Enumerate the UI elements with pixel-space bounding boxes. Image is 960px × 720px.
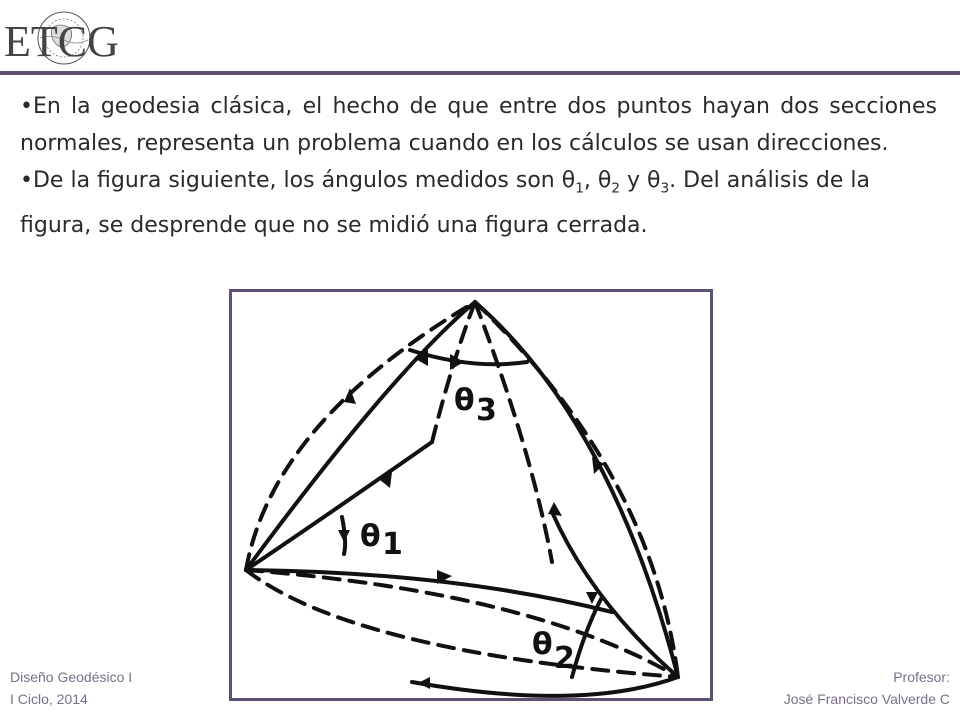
bullet-marker-1: • [20,94,33,119]
figure-drawing [232,292,710,698]
theta-3-subscript: 3 [476,393,497,428]
course-term: I Ciclo, 2014 [10,691,88,707]
footer-professor-info [784,666,950,710]
theta-subscript-3: 3 [660,180,670,197]
theta-1-subscript: 1 [382,527,403,562]
bullet-text-2a: De la figura siguiente, los ángulos medidos son [32,168,562,193]
arc-bottom-solid [412,677,678,696]
separator-comma: , [583,168,598,193]
theta-symbol-3: θ [647,168,661,193]
theta-subscript-1: 1 [575,180,584,197]
theta-1-symbol: θ [360,519,381,554]
bullet-text-2b: . Del análisis de la figura, se desprende que no se midió una figura cerrada. [20,168,870,239]
footer-course-info [10,666,132,710]
professor-label: Profesor: [893,669,950,685]
conjunction-y: y [620,168,648,193]
bullet-paragraph-2 [20,162,937,244]
normal-sections-figure [229,289,713,701]
theta-2-subscript: 2 [554,641,575,676]
slide-content [20,88,937,244]
professor-name: José Francisco Valverde C [783,691,950,707]
line-left-inner-solid [246,442,432,570]
bullet-text-1: En la geodesia clásica, el hecho de que entre dos puntos hayan dos secciones normales, representa un problema cuando en los cálculos se usan direcciones. [20,94,937,156]
theta-2-symbol: θ [532,627,553,662]
logo-text: ETCG [4,17,119,66]
theta-symbol-2: θ [597,168,612,193]
course-name: Diseño Geodésico I [10,669,133,685]
etcg-logo-graphic [4,6,120,68]
bullet-marker-2: • [20,168,33,193]
etcg-logo [4,6,120,68]
theta-subscript-2: 2 [611,180,620,197]
bullet-paragraph-1 [20,88,937,162]
arc-top-right-solid [475,302,678,677]
header-divider [0,71,960,75]
arc-right-dashed [475,302,678,677]
theta-symbol-1: θ [561,168,576,193]
theta-3-symbol: θ [454,383,475,418]
